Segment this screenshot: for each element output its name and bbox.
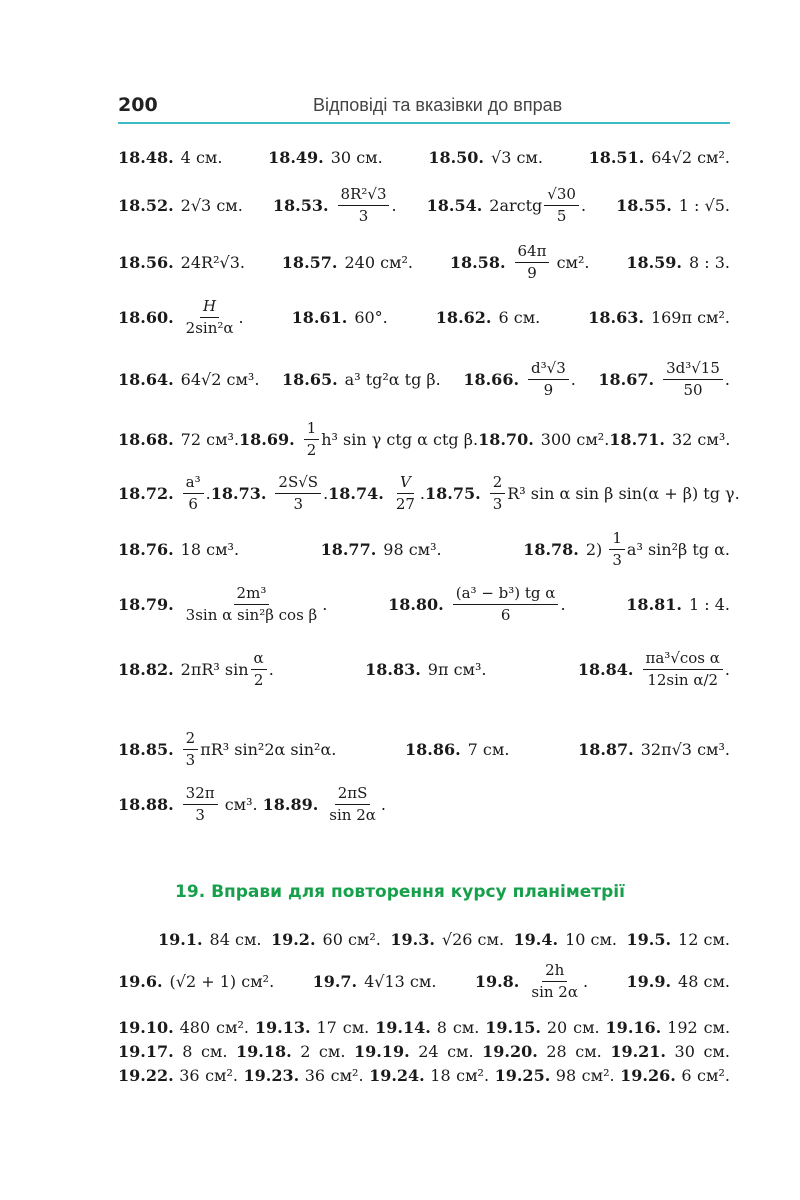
answer-value: 6 см².	[681, 1066, 730, 1085]
answer-value: 2√3 см.	[180, 196, 243, 216]
fraction-denominator: 2	[253, 671, 264, 690]
fraction-denominator: 27	[395, 495, 415, 514]
answer-value: 28 см.	[546, 1042, 602, 1061]
fraction	[183, 298, 237, 338]
fraction	[453, 585, 559, 625]
answer-number: 19.13.	[254, 1018, 311, 1037]
answer-value: 32π√3 см³.	[640, 740, 730, 760]
answer-number: 18.82.	[118, 660, 174, 680]
answer-value: 1 : √5.	[678, 196, 730, 216]
answer-number: 19.26.	[620, 1066, 676, 1085]
answer-value: R³ sin α sin β sin(α + β) tg γ.	[507, 484, 740, 504]
answer-value: 18 см².	[430, 1066, 490, 1085]
answer-value: 1 : 4.	[688, 595, 730, 615]
answer-number: 19.10.	[118, 1018, 174, 1037]
answer-value: 24 см.	[418, 1042, 474, 1061]
fraction	[304, 420, 320, 460]
answer-value: 64√2 см².	[651, 148, 730, 167]
answers-19-line-5	[118, 1066, 730, 1085]
fraction	[643, 650, 723, 690]
answer-number: 19.23.	[243, 1066, 300, 1085]
answer-number: 18.53.	[272, 196, 329, 216]
answer-value: 72 см³.	[180, 430, 240, 450]
answer-value: 98 см².	[555, 1066, 615, 1085]
answer-value: 4√13 см.	[364, 972, 437, 992]
fraction-numerator: H	[200, 298, 219, 318]
fraction-denominator: sin 2α	[329, 806, 376, 825]
answer-value: a³ tg²α tg β.	[344, 370, 441, 390]
answer-value: 2 см.	[300, 1042, 346, 1061]
answer-value: 8 см.	[436, 1018, 480, 1037]
fraction-numerator: √30	[544, 186, 579, 206]
answer-number: 19.7.	[312, 972, 358, 992]
answer-value: 8 см.	[182, 1042, 228, 1061]
fraction-numerator: (a³ − b³) tg α	[453, 585, 559, 605]
answer-number: 18.75.	[425, 484, 481, 504]
answers-18-line-12: 18.88. $\frac{32\pi}{3}$ см³. 18.89. $\frac{2\pi S}{\sin 2\alpha}$ .	[118, 784, 386, 825]
fraction-denominator: 9	[527, 264, 537, 283]
answers-19-line-4	[118, 1042, 730, 1061]
answer-number: 19.24.	[369, 1066, 425, 1085]
fraction	[515, 243, 550, 283]
fraction-numerator: 2m³	[234, 585, 270, 605]
answer-value: 12 см.	[678, 930, 730, 949]
answer-number: 19.9.	[626, 972, 672, 992]
answer-number: 19.21.	[610, 1042, 666, 1061]
answer-number: 18.56.	[118, 253, 174, 273]
answer-number: 18.64.	[118, 370, 174, 390]
answer-number: 19.5.	[626, 930, 672, 949]
answer-number: 18.77.	[320, 540, 377, 560]
answer-value: 98 см³.	[383, 540, 442, 560]
answer-number: 18.69.	[239, 430, 295, 450]
answer-value: 32 см³.	[671, 430, 731, 450]
answer-value: 17 см.	[316, 1018, 370, 1037]
header-rule	[118, 122, 730, 124]
answers-18-line-8	[118, 530, 730, 570]
answers-18-line-10: 18.82. 2πR³ sin $\frac{\alpha}{2}$ . 18.83. 9π см³. 18.84. $\frac{\text{πa³√cos α}}{\text{12sin α/2}}$ .	[118, 649, 730, 690]
answer-number: 18.62.	[435, 308, 492, 328]
answer-value: 480 см².	[179, 1018, 249, 1037]
answer-number: 19.20.	[482, 1042, 538, 1061]
fraction	[528, 962, 581, 1002]
fraction-numerator: 2S√S	[275, 474, 321, 494]
fraction	[326, 785, 379, 825]
answer-value: 84 см.	[209, 930, 262, 949]
answer-value: 7 см.	[467, 740, 510, 760]
answer-number: 18.48.	[118, 148, 174, 167]
fraction	[183, 585, 321, 625]
fraction-denominator: 3	[612, 551, 622, 570]
answer-number: 18.81.	[626, 595, 682, 615]
answers-19-line-2: 19.6. (√2 + 1) см². 19.7. 4√13 см. 19.8. $\frac{2h}{\sin 2\alpha}$ . 19.9. 48 см.	[118, 961, 730, 1002]
answer-number: 18.51.	[588, 148, 645, 167]
answer-number: 18.71.	[609, 430, 665, 450]
answer-number: 18.54.	[426, 196, 483, 216]
fraction-denominator: 5	[556, 207, 567, 226]
fraction	[490, 474, 506, 514]
answer-value: 30 см.	[674, 1042, 730, 1061]
fraction-numerator: 1	[304, 420, 320, 440]
answer-value: 240 см².	[344, 253, 413, 273]
answer-value: 169π см².	[650, 308, 730, 328]
answers-18-line-11	[118, 730, 730, 770]
answer-number: 18.66.	[463, 370, 520, 390]
answer-number: 18.86.	[404, 740, 461, 760]
answer-number: 19.1.	[158, 930, 203, 949]
fraction	[609, 530, 625, 570]
answer-number: 18.65.	[281, 370, 338, 390]
answer-number: 19.4.	[513, 930, 559, 949]
section-19-title: 19. Вправи для повторення курсу планіметрії	[175, 882, 625, 902]
answer-value: 24R²√3.	[180, 253, 245, 273]
answer-value: 20 см.	[546, 1018, 600, 1037]
fraction-numerator: 1	[609, 530, 625, 550]
fraction-denominator: 6	[500, 606, 511, 625]
fraction	[544, 186, 579, 226]
fraction-numerator: 64π	[515, 243, 550, 263]
answer-number: 19.8.	[474, 972, 520, 992]
fraction-denominator: 3sin α sin²β cos β	[185, 606, 318, 625]
answer-number: 19.22.	[118, 1066, 174, 1085]
answer-number: 18.84.	[577, 660, 634, 680]
answer-value: 192 см.	[667, 1018, 731, 1037]
answer-value: 8 : 3.	[688, 253, 730, 273]
fraction	[251, 650, 267, 690]
fraction-denominator: 50	[683, 381, 703, 400]
answer-number: 18.55.	[616, 196, 672, 216]
answer-number: 18.63.	[588, 308, 644, 328]
answer-value: 6 см.	[498, 308, 541, 328]
answer-number: 19.25.	[494, 1066, 551, 1085]
answers-18-line-6	[118, 420, 730, 460]
answer-value: 30 см.	[330, 148, 383, 167]
fraction-denominator: 3	[358, 207, 369, 226]
answer-number: 18.70.	[478, 430, 534, 450]
answer-number: 18.78.	[523, 540, 579, 560]
fraction-numerator: 2	[490, 474, 506, 494]
fraction-denominator: sin 2α	[531, 983, 578, 1002]
answers-19-line-1	[158, 930, 730, 949]
answer-value: (√2 + 1) см².	[169, 972, 275, 992]
answer-number: 19.6.	[118, 972, 163, 992]
fraction	[528, 360, 569, 400]
fraction-denominator: 3	[293, 495, 303, 514]
answer-unit: см³.	[224, 795, 258, 815]
fraction	[183, 785, 218, 825]
answer-number: 18.89.	[262, 795, 319, 815]
fraction	[393, 474, 418, 514]
fraction-numerator: a³	[183, 474, 204, 494]
answer-number: 18.60.	[118, 308, 174, 328]
fraction-numerator: πa³√cos α	[643, 650, 723, 670]
fraction-denominator: 3	[195, 806, 205, 825]
answer-value: √26 см.	[441, 930, 505, 949]
answer-value: 18 см³.	[180, 540, 240, 560]
fraction-denominator: 2	[306, 441, 317, 460]
answer-value: a³ sin²β tg α.	[626, 540, 730, 560]
answer-number: 18.59.	[626, 253, 682, 273]
answer-number: 18.87.	[578, 740, 634, 760]
fraction	[183, 730, 199, 770]
answer-number: 19.18.	[235, 1042, 292, 1061]
answer-value: 2πR³ sin	[180, 660, 249, 680]
answer-number: 19.14.	[375, 1018, 431, 1037]
answer-number: 18.58.	[449, 253, 506, 273]
fraction-numerator: 2h	[542, 962, 567, 982]
answer-number: 18.67.	[598, 370, 655, 390]
answer-number: 18.74.	[328, 484, 384, 504]
fraction-denominator: 2sin²α	[185, 319, 234, 338]
fraction-numerator: 32π	[183, 785, 218, 805]
fraction-numerator: d³√3	[528, 360, 569, 380]
answer-value: 9π см³.	[427, 660, 487, 680]
answer-value: 2arctg	[489, 196, 543, 216]
answer-value: 64√2 см³.	[180, 370, 260, 390]
answer-number: 18.79.	[118, 595, 174, 615]
answer-value: h³ sin γ ctg α ctg β.	[321, 430, 479, 450]
fraction-numerator: 2	[183, 730, 199, 750]
answer-number: 18.88.	[118, 795, 174, 815]
answer-value: √3 см.	[491, 148, 543, 167]
answer-number: 19.2.	[270, 930, 316, 949]
answers-18-line-4: 18.60. $\frac{H}{\text{2sin²α}}$ . 18.61. 60°. 18.62. 6 см. 18.63. 169π см².	[118, 297, 730, 338]
answer-number: 18.73.	[210, 484, 267, 504]
answer-number: 18.68.	[118, 430, 174, 450]
fraction	[275, 474, 321, 514]
answers-19-line-3	[118, 1018, 730, 1037]
answer-prefix: 2)	[585, 540, 603, 560]
fraction-denominator: 6	[188, 495, 198, 514]
answer-number: 19.15.	[485, 1018, 541, 1037]
answer-number: 19.17.	[118, 1042, 174, 1061]
answer-value: πR³ sin²2α sin²α.	[200, 740, 337, 760]
answer-value: 4 см.	[180, 148, 223, 167]
answer-number: 19.16.	[605, 1018, 662, 1037]
answer-number: 18.50.	[428, 148, 484, 167]
answer-value: 48 см.	[678, 972, 730, 992]
answer-number: 18.76.	[118, 540, 174, 560]
answer-value: 10 см.	[565, 930, 618, 949]
fraction-denominator: 12sin α/2	[647, 671, 719, 690]
fraction-numerator: α	[251, 650, 267, 670]
answer-value: 36 см².	[179, 1066, 238, 1085]
answer-number: 18.85.	[118, 740, 174, 760]
answer-unit: см².	[556, 253, 590, 273]
answer-value: 60 см².	[322, 930, 381, 949]
fraction-numerator: V	[397, 474, 414, 494]
answers-18-line-7: 18.72. $\frac{\text{a³}}{6}$ . 18.73. $\frac{2S√S}{3}$ . 18.74. $\frac{V}{27}$ . 18.75. $\frac{2}{3}$ R³ sin α sin β sin(α + β) tg γ.	[118, 473, 740, 514]
fraction	[663, 360, 723, 400]
fraction-denominator: 3	[185, 751, 196, 770]
fraction-numerator: 2πS	[335, 785, 371, 805]
answer-number: 18.80.	[388, 595, 444, 615]
fraction-denominator: 9	[543, 381, 554, 400]
answer-number: 18.61.	[291, 308, 348, 328]
answer-number: 18.72.	[118, 484, 174, 504]
fraction-denominator: 3	[492, 495, 503, 514]
answer-number: 19.19.	[353, 1042, 410, 1061]
fraction-numerator: 3d³√15	[663, 360, 723, 380]
answer-number: 18.49.	[268, 148, 324, 167]
answer-number: 18.52.	[118, 196, 174, 216]
answer-value: 36 см².	[304, 1066, 364, 1085]
answers-18-line-3	[118, 243, 730, 283]
answer-value: 60°.	[354, 308, 388, 328]
answer-value: 300 см².	[540, 430, 610, 450]
fraction	[183, 474, 204, 514]
running-header-title: Відповіді та вказівки до вправ	[313, 95, 563, 115]
answers-18-line-9: 18.79. $\frac{\text{2m³}}{\text{3sin α sin²β cos β}}$ . 18.80. $\frac{\text{(a³ − b³) tg α}}{6}$ . 18.81. 1 : 4.	[118, 584, 730, 625]
answer-number: 18.57.	[281, 253, 338, 273]
answers-18-line-2: 18.52. 2√3 см. 18.53. $\frac{\text{8R²√3}}{3}$ . 18.54. 2arctg $\frac{√30}{5}$ . 18.55. 1 : √5.	[118, 185, 730, 226]
fraction-numerator: 8R²√3	[338, 186, 390, 206]
answer-number: 19.3.	[390, 930, 435, 949]
answers-18-line-5: 18.64. 64√2 см³. 18.65. a³ tg²α tg β. 18.66. $\frac{\text{d³√3}}{9}$ . 18.67. $\frac{\text{3d³√15}}{50}$ .	[118, 359, 730, 400]
answer-number: 18.83.	[365, 660, 421, 680]
answers-18-line-1	[118, 148, 730, 167]
fraction	[338, 186, 390, 226]
page-number: 200	[118, 94, 158, 116]
